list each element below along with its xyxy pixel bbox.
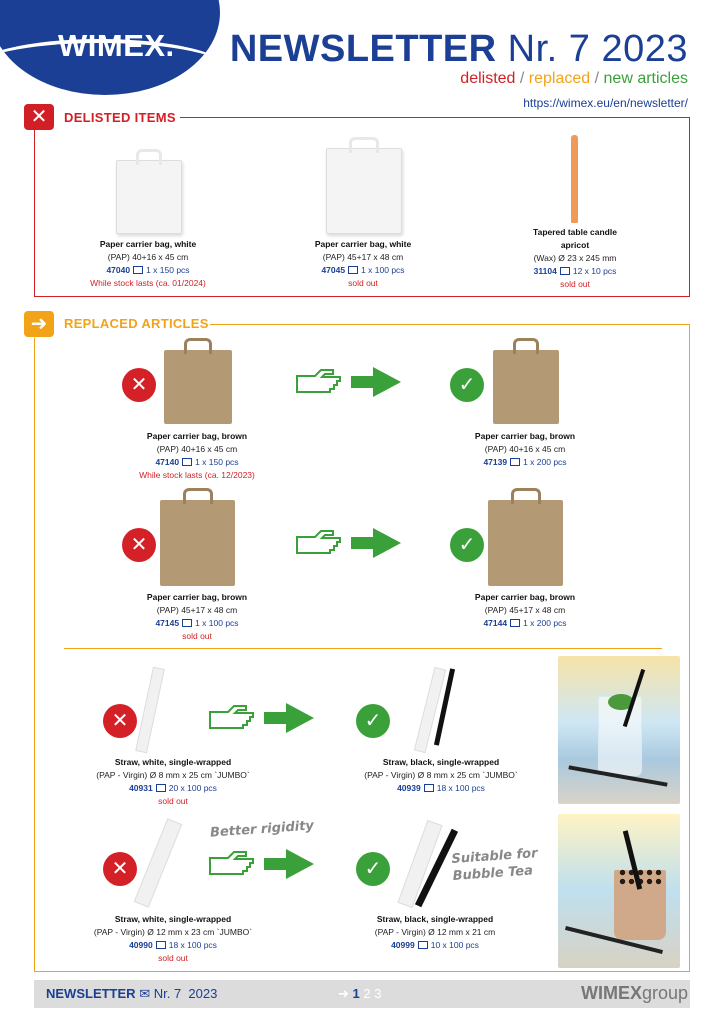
subtitle-replaced: replaced [528, 70, 591, 87]
box-icon [133, 266, 143, 274]
box-icon [424, 784, 434, 792]
newsletter-subtitle [460, 70, 688, 88]
product-spec: (PAP - Virgin) Ø 8 mm x 25 cm `JUMBO` [364, 770, 518, 780]
new-product [346, 756, 536, 795]
pagination [338, 986, 381, 1002]
drink-photo [558, 656, 680, 804]
product-name: Paper carrier bag, white [99, 239, 197, 249]
box-icon [510, 619, 520, 627]
article-number: 47144 [483, 618, 508, 628]
product-name: Tapered table candle apricot [533, 227, 617, 250]
product-name: Paper carrier bag, white [314, 239, 412, 249]
product-spec: (Wax) Ø 23 x 245 mm [533, 253, 617, 263]
delisted-title: DELISTED ITEMS [64, 110, 176, 125]
bubble-note-line: Suitable for [450, 846, 538, 868]
box-icon [348, 266, 358, 274]
status-note: sold out [560, 279, 590, 289]
pack-size: 1 x 100 pcs [195, 618, 239, 628]
product-spec: (PAP - Virgin) Ø 8 mm x 25 cm `JUMBO` [96, 770, 250, 780]
article-number: 47145 [155, 618, 180, 628]
envelope-icon: ✉ [139, 986, 151, 1001]
pack-size: 10 x 100 pcs [430, 940, 479, 950]
delisted-item [490, 226, 660, 291]
subtitle-sep: / [515, 70, 529, 87]
bubble-tea-photo [558, 814, 680, 968]
new-product [440, 591, 610, 630]
status-note: sold out [182, 631, 212, 641]
article-number: 40931 [129, 783, 153, 793]
old-product [78, 913, 268, 965]
product-spec: (PAP) 40+16 x 45 cm [107, 252, 189, 262]
footer-newsletter [46, 986, 217, 1002]
pointing-hand-arrow-icon [295, 366, 405, 398]
not-available-icon: ✕ [103, 852, 137, 886]
white-bag-image [326, 148, 402, 234]
footer-newsletter-label: NEWSLETTER [46, 986, 136, 1001]
pointing-hand-arrow-icon [295, 527, 405, 559]
pack-size: 1 x 200 pcs [523, 457, 567, 467]
subtitle-new: new articles [603, 70, 688, 87]
page-link[interactable]: 2 [363, 986, 371, 1001]
product-name: Paper carrier bag, brown [474, 592, 576, 602]
brown-bag-image [488, 500, 563, 586]
newsletter-title [230, 28, 688, 71]
product-spec: (PAP - Virgin) Ø 12 mm x 21 cm [374, 927, 496, 937]
article-number: 40999 [391, 940, 415, 950]
product-name: Straw, black, single-wrapped [382, 757, 500, 767]
product-name: Straw, white, single-wrapped [114, 757, 232, 767]
footer-brand [581, 983, 688, 1004]
pointing-hand-arrow-icon [208, 702, 318, 734]
brown-bag-image [493, 350, 559, 424]
article-number: 31104 [533, 266, 557, 276]
box-icon [156, 784, 166, 792]
new-product [340, 913, 530, 952]
footer-brand-name: WIMEX [580, 983, 642, 1003]
status-note: While stock lasts (ca. 12/2023) [139, 470, 255, 480]
pack-size: 1 x 200 pcs [523, 618, 567, 628]
pack-size: 12 x 10 pcs [572, 266, 617, 276]
check-icon: ✓ [356, 852, 390, 886]
title-bold: NEWSLETTER [229, 28, 497, 70]
product-spec: (PAP) 45+17 x 48 cm [156, 605, 238, 615]
article-number: 40990 [129, 940, 153, 950]
rigidity-note: Better rigidity [209, 818, 315, 841]
box-icon [182, 458, 192, 466]
status-note: While stock lasts (ca. 01/2024) [90, 278, 206, 288]
product-name: Straw, black, single-wrapped [376, 914, 494, 924]
product-name: Paper carrier bag, brown [146, 592, 248, 602]
not-available-icon: ✕ [122, 368, 156, 402]
article-number: 47040 [106, 265, 131, 275]
article-number: 47045 [321, 265, 346, 275]
newsletter-url[interactable]: https://wimex.eu/en/newsletter/ [523, 96, 688, 110]
candle-image [571, 135, 578, 223]
product-spec: (PAP) 45+17 x 48 cm [484, 605, 566, 615]
product-spec: (PAP - Virgin) Ø 12 mm x 23 cm `JUMBO` [93, 927, 253, 937]
box-icon [560, 267, 570, 275]
box-icon [510, 458, 520, 466]
brown-bag-image [160, 500, 235, 586]
pack-size: 20 x 100 pcs [168, 783, 217, 793]
bubble-note-line: Bubble Tea [452, 863, 534, 884]
box-icon [418, 941, 428, 949]
title-issue: Nr. 7 2023 [507, 28, 688, 70]
footer-issue: Nr. 7 2023 [153, 986, 218, 1001]
arrow-right-icon: ➜ [24, 311, 54, 337]
check-icon: ✓ [450, 368, 484, 402]
delisted-item [63, 238, 233, 290]
subtitle-sep: / [590, 70, 604, 87]
check-icon: ✓ [356, 704, 390, 738]
product-spec: (PAP) 40+16 x 45 cm [156, 444, 238, 454]
old-product [112, 430, 282, 482]
bubble-tea-note [451, 845, 539, 885]
old-product [112, 591, 282, 643]
white-bag-image [116, 160, 182, 234]
page-current[interactable]: 1 [352, 986, 360, 1001]
check-icon: ✓ [450, 528, 484, 562]
pointing-hand-arrow-icon [208, 848, 318, 880]
product-spec: (PAP) 40+16 x 45 cm [484, 444, 566, 454]
not-available-icon: ✕ [122, 528, 156, 562]
brown-bag-image [164, 350, 232, 424]
status-note: sold out [158, 796, 188, 806]
not-available-icon: ✕ [103, 704, 137, 738]
x-icon: ✕ [24, 104, 54, 130]
article-number: 47140 [155, 457, 180, 467]
replaced-title: REPLACED ARTICLES [64, 316, 209, 331]
box-icon [156, 941, 166, 949]
article-number: 40939 [397, 783, 421, 793]
product-name: Paper carrier bag, brown [146, 431, 248, 441]
divider [64, 648, 662, 649]
box-icon [182, 619, 192, 627]
delisted-item [278, 238, 448, 290]
pack-size: 1 x 100 pcs [361, 265, 405, 275]
product-name: Straw, white, single-wrapped [114, 914, 232, 924]
new-product [440, 430, 610, 469]
footer-brand-suffix: group [641, 983, 688, 1003]
logo-text: WIMEX. [58, 28, 175, 63]
pack-size: 1 x 150 pcs [146, 265, 190, 275]
article-number: 47139 [483, 457, 508, 467]
product-name: Paper carrier bag, brown [474, 431, 576, 441]
old-product [78, 756, 268, 808]
product-spec: (PAP) 45+17 x 48 cm [322, 252, 404, 262]
pack-size: 18 x 100 pcs [436, 783, 485, 793]
arrow-right-icon: ➜ [338, 986, 349, 1001]
status-note: sold out [348, 278, 378, 288]
page-link[interactable]: 3 [374, 986, 382, 1001]
pack-size: 18 x 100 pcs [168, 940, 217, 950]
status-note: sold out [158, 953, 188, 963]
pack-size: 1 x 150 pcs [195, 457, 239, 467]
subtitle-delisted: delisted [460, 70, 516, 87]
